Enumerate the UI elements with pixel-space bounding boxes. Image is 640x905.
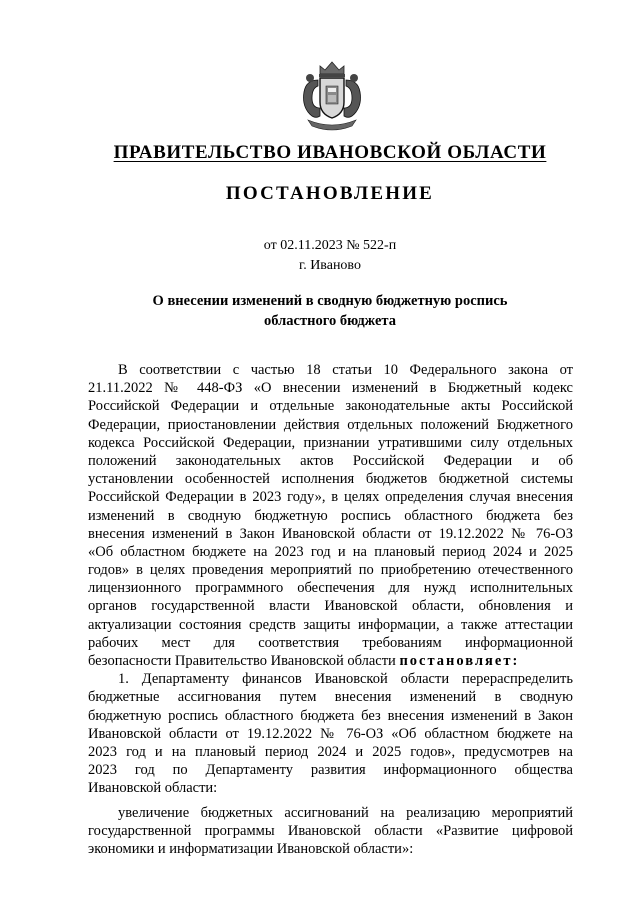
text-line: В соответствии с частью 18 статьи 10 Федерального закона от bbox=[118, 362, 573, 378]
text-line: бюджетную роспись областного бюджета без внесения изменений в Закон bbox=[88, 707, 573, 724]
text-line: Федерации, приостановлении действия отдельных положений Бюджетного bbox=[88, 416, 573, 433]
organization-name: ПРАВИТЕЛЬСТВО ИВАНОВСКОЙ ОБЛАСТИ bbox=[113, 142, 547, 163]
title-line: О внесении изменений в сводную бюджетную роспись bbox=[152, 293, 508, 309]
text-line: Российской Федерации и отдельные законодательные акты Российской bbox=[88, 398, 573, 415]
document-type: ПОСТАНОВЛЕНИЕ bbox=[225, 183, 435, 204]
title-line: областного бюджета bbox=[264, 313, 396, 329]
text-line: Ивановской области: bbox=[88, 780, 218, 797]
text-line: внесения изменений в Закон Ивановской области от 19.12.2022 № 76-ОЗ bbox=[88, 525, 573, 542]
text-fragment: безопасности Правительство Ивановской области bbox=[88, 653, 396, 669]
paragraph-preamble bbox=[88, 361, 573, 670]
document-title bbox=[80, 291, 580, 331]
text-line: рабочих мест для соответствия требованиям информационной bbox=[88, 634, 573, 651]
document-date-number: от 02.11.2023 № 522-п bbox=[263, 238, 397, 253]
text-line: кодекса Российской Федерации, признании утратившими силу отдельных bbox=[88, 434, 573, 451]
text-line: Ивановской области от 19.12.2022 № 76-ОЗ «Об областном бюджете на bbox=[88, 725, 573, 742]
text-line: увеличение бюджетных ассигнований на реализацию мероприятий bbox=[118, 804, 573, 821]
text-line: Российской Федерации в 2023 году», в целях определения случая внесения bbox=[88, 489, 573, 506]
text-line: положений законодательных актов Российской Федерации и об bbox=[88, 452, 573, 469]
paragraph-item-1 bbox=[88, 670, 573, 797]
paragraph-increase bbox=[88, 804, 573, 859]
decree-keyword: постановляет bbox=[399, 653, 513, 669]
text-line: 2023 год по Департаменту развития информационного общества bbox=[88, 762, 573, 779]
text-line: лицензионного программного обеспечения для нужд исполнительных bbox=[88, 580, 573, 597]
coat-of-arms-emblem bbox=[290, 58, 374, 134]
text-line: бюджетные ассигнования путем внесения изменений в сводную bbox=[88, 689, 573, 706]
text-line: государственной программы Ивановской области «Развитие цифровой bbox=[88, 822, 573, 839]
text-line: актуализации состояния средств защиты информации, а также аттестации bbox=[88, 616, 573, 633]
text-line: 21.11.2022 № 448-ФЗ «О внесении изменений в Бюджетный кодекс bbox=[88, 380, 573, 397]
text-line: годов» в целях проведения мероприятий по приобретению отечественного bbox=[88, 562, 573, 579]
text-line: изменений в сводную бюджетную роспись областного бюджета без bbox=[88, 507, 573, 524]
text-line: органов государственной власти Ивановской области, обновления и bbox=[88, 598, 573, 615]
text-line: 1. Департаменту финансов Ивановской области перераспределить bbox=[118, 671, 573, 688]
text-line: установлении особенностей исполнения бюджетов бюджетной системы bbox=[88, 471, 573, 488]
text-line: экономики и информатизации Ивановской области»: bbox=[88, 840, 414, 857]
text-line: «Об областном бюджете на 2023 год и на плановый период 2024 и 2025 bbox=[88, 543, 573, 560]
document-city: г. Иваново bbox=[299, 258, 361, 273]
document-body bbox=[88, 361, 573, 858]
text-line bbox=[88, 652, 573, 670]
text-line: 2023 год и на плановый период 2024 и 2025 годов», предусмотрев на bbox=[88, 743, 573, 760]
decree-colon: : bbox=[512, 653, 518, 669]
